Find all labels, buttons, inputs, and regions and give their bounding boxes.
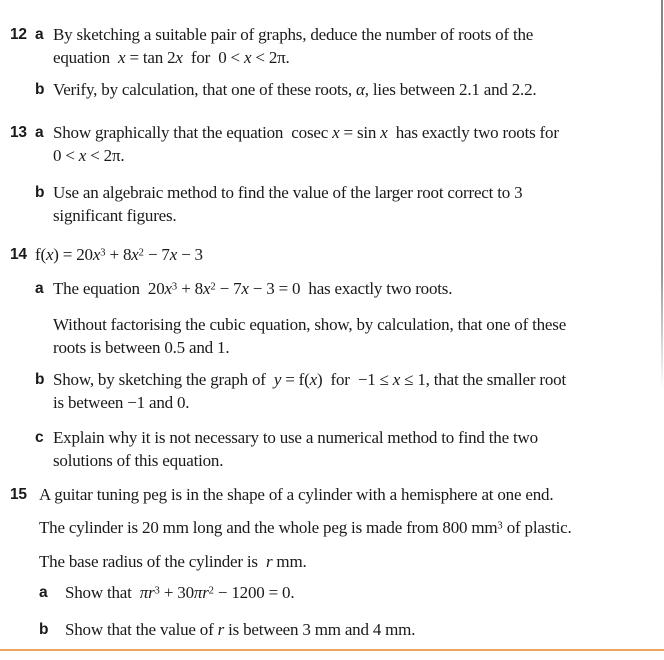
part-label: c (35, 429, 44, 446)
part-a (39, 581, 662, 604)
text-line: The equation $20x^3 + 8x^2 - 7x - 3 = 0$ has exactly two roots. (53, 279, 453, 298)
part-text (53, 121, 662, 167)
part-a (35, 121, 662, 167)
question-12 (10, 23, 662, 101)
part-label: a (35, 26, 44, 43)
question-13 (10, 121, 662, 227)
text-line: Show that $\pi r^3 + 30\pi r^2 - 1200 = 0$. (65, 583, 295, 602)
part-a (35, 277, 662, 359)
text-line: Show, by sketching the graph of y = f(x) for −1 ≤ x ≤ 1, that the smaller root (53, 370, 567, 389)
part-text (53, 277, 662, 359)
text-line: equation x = tan 2x for 0 < x < 2π. (53, 48, 290, 67)
text-line: Show that the value of r is between 3 mm and 4 mm. (65, 620, 416, 639)
question-body (35, 23, 662, 101)
question-number: 14 (10, 246, 27, 263)
text-line: By sketching a suitable pair of graphs, deduce the number of roots of the (53, 25, 534, 44)
part-text (65, 618, 662, 641)
part-b (35, 181, 662, 227)
part-label: b (35, 184, 45, 201)
part-b (35, 78, 662, 101)
text-line: solutions of this equation. (53, 451, 224, 470)
text-line: Use an algebraic method to find the value of the larger root correct to 3 (53, 183, 523, 202)
part-text (53, 78, 662, 101)
question-intro-line: A guitar tuning peg is in the shape of a cylinder with a hemisphere at one end. (39, 485, 554, 504)
part-text (53, 23, 662, 69)
text-line: significant figures. (53, 206, 177, 225)
question-intro-equation: $f(x) = 20x^3 + 8x^2 - 7x - 3$ (35, 245, 203, 264)
text-line: Verify, by calculation, that one of these roots, α, lies between 2.1 and 2.2. (53, 80, 537, 99)
page-edge-line (661, 0, 663, 390)
question-intro-line: The base radius of the cylinder is r mm. (39, 552, 307, 571)
question-15 (10, 483, 662, 641)
part-text (53, 181, 662, 227)
question-body (39, 483, 662, 641)
part-label: b (35, 81, 45, 98)
part-text (65, 581, 662, 604)
text-line: is between −1 and 0. (53, 393, 190, 412)
part-a (35, 23, 662, 69)
question-body (35, 121, 662, 227)
question-body (35, 243, 662, 472)
text-line: 0 < x < 2π. (53, 146, 125, 165)
part-b (35, 368, 662, 414)
part-b (39, 618, 662, 641)
section-divider-rule (0, 649, 664, 651)
question-number: 13 (10, 124, 27, 141)
text-line: Without factorising the cubic equation, show, by calculation, that one of these (53, 315, 567, 334)
part-c (35, 426, 662, 472)
text-line: Explain why it is not necessary to use a numerical method to find the two (53, 428, 538, 447)
part-label: b (39, 621, 49, 638)
question-number: 15 (10, 486, 27, 503)
part-label: a (35, 280, 44, 297)
part-label: a (39, 584, 48, 601)
part-label: a (35, 124, 44, 141)
text-line: Show graphically that the equation cosec x = sin x has exactly two roots for (53, 123, 559, 142)
part-text (53, 368, 662, 414)
text-line: roots is between 0.5 and 1. (53, 338, 230, 357)
question-number: 12 (10, 26, 27, 43)
part-label: b (35, 371, 45, 388)
question-intro-line: The cylinder is 20 mm long and the whole peg is made from 800 $mm^3$ of plastic. (39, 518, 572, 537)
question-14 (10, 243, 662, 472)
part-text (53, 426, 662, 472)
